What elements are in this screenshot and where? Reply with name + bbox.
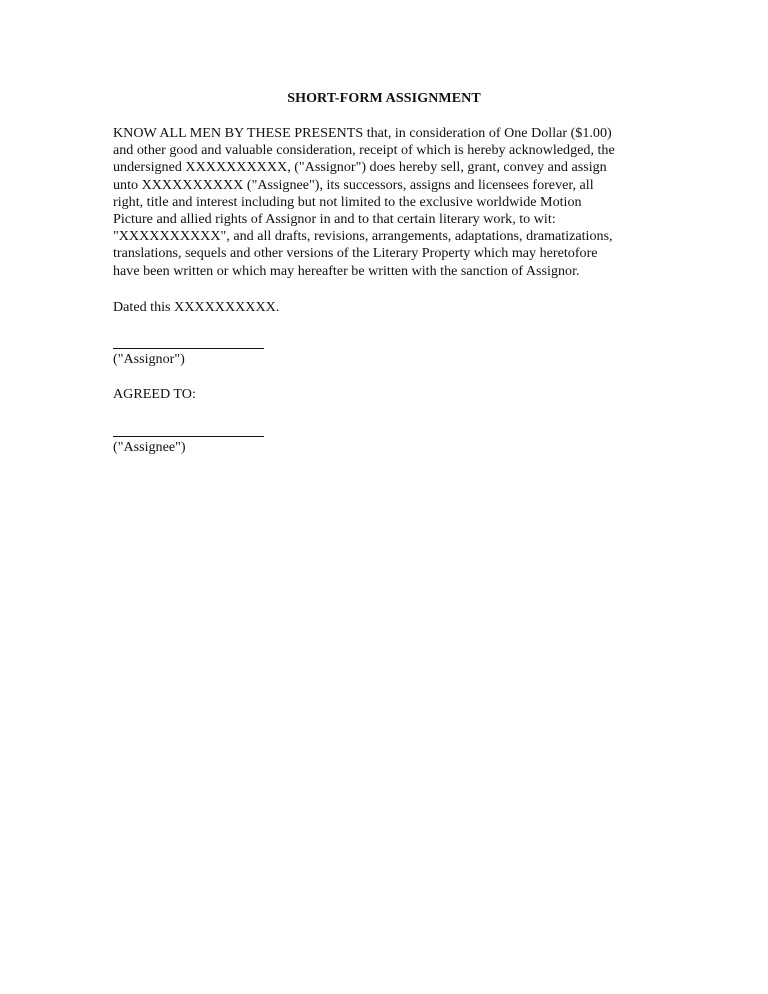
assignor-caption: ("Assignor"): [113, 351, 185, 367]
body-line: "XXXXXXXXXX", and all drafts, revisions, arrangements, adaptations, dramatizations,: [113, 228, 613, 245]
dated-line: Dated this XXXXXXXXXX.: [113, 299, 280, 315]
body-line: have been written or which may hereafter be written with the sanction of Assignor.: [113, 262, 580, 279]
body-line: unto XXXXXXXXXX ("Assignee"), its successors, assigns and licensees forever, all: [113, 176, 594, 193]
assignee-signature-line: [113, 436, 264, 437]
body-line: right, title and interest including but not limited to the exclusive worldwide Motion: [113, 193, 582, 210]
document-title: SHORT-FORM ASSIGNMENT: [287, 91, 481, 106]
assignor-signature-line: [113, 348, 264, 349]
body-line: translations, sequels and other versions of the Literary Property which may heretofore: [113, 245, 598, 262]
assignment-body-paragraph: [113, 125, 658, 280]
body-line: undersigned XXXXXXXXXX, ("Assignor") does hereby sell, grant, convey and assign: [113, 159, 607, 176]
body-line: Picture and allied rights of Assignor in and to that certain literary work, to wit:: [113, 211, 556, 228]
body-line: KNOW ALL MEN BY THESE PRESENTS that, in consideration of One Dollar ($1.00): [113, 125, 612, 141]
agreed-to-label: AGREED TO:: [113, 386, 196, 402]
assignee-caption: ("Assignee"): [113, 439, 186, 455]
body-line: and other good and valuable consideration, receipt of which is hereby acknowledged, the: [113, 142, 615, 159]
